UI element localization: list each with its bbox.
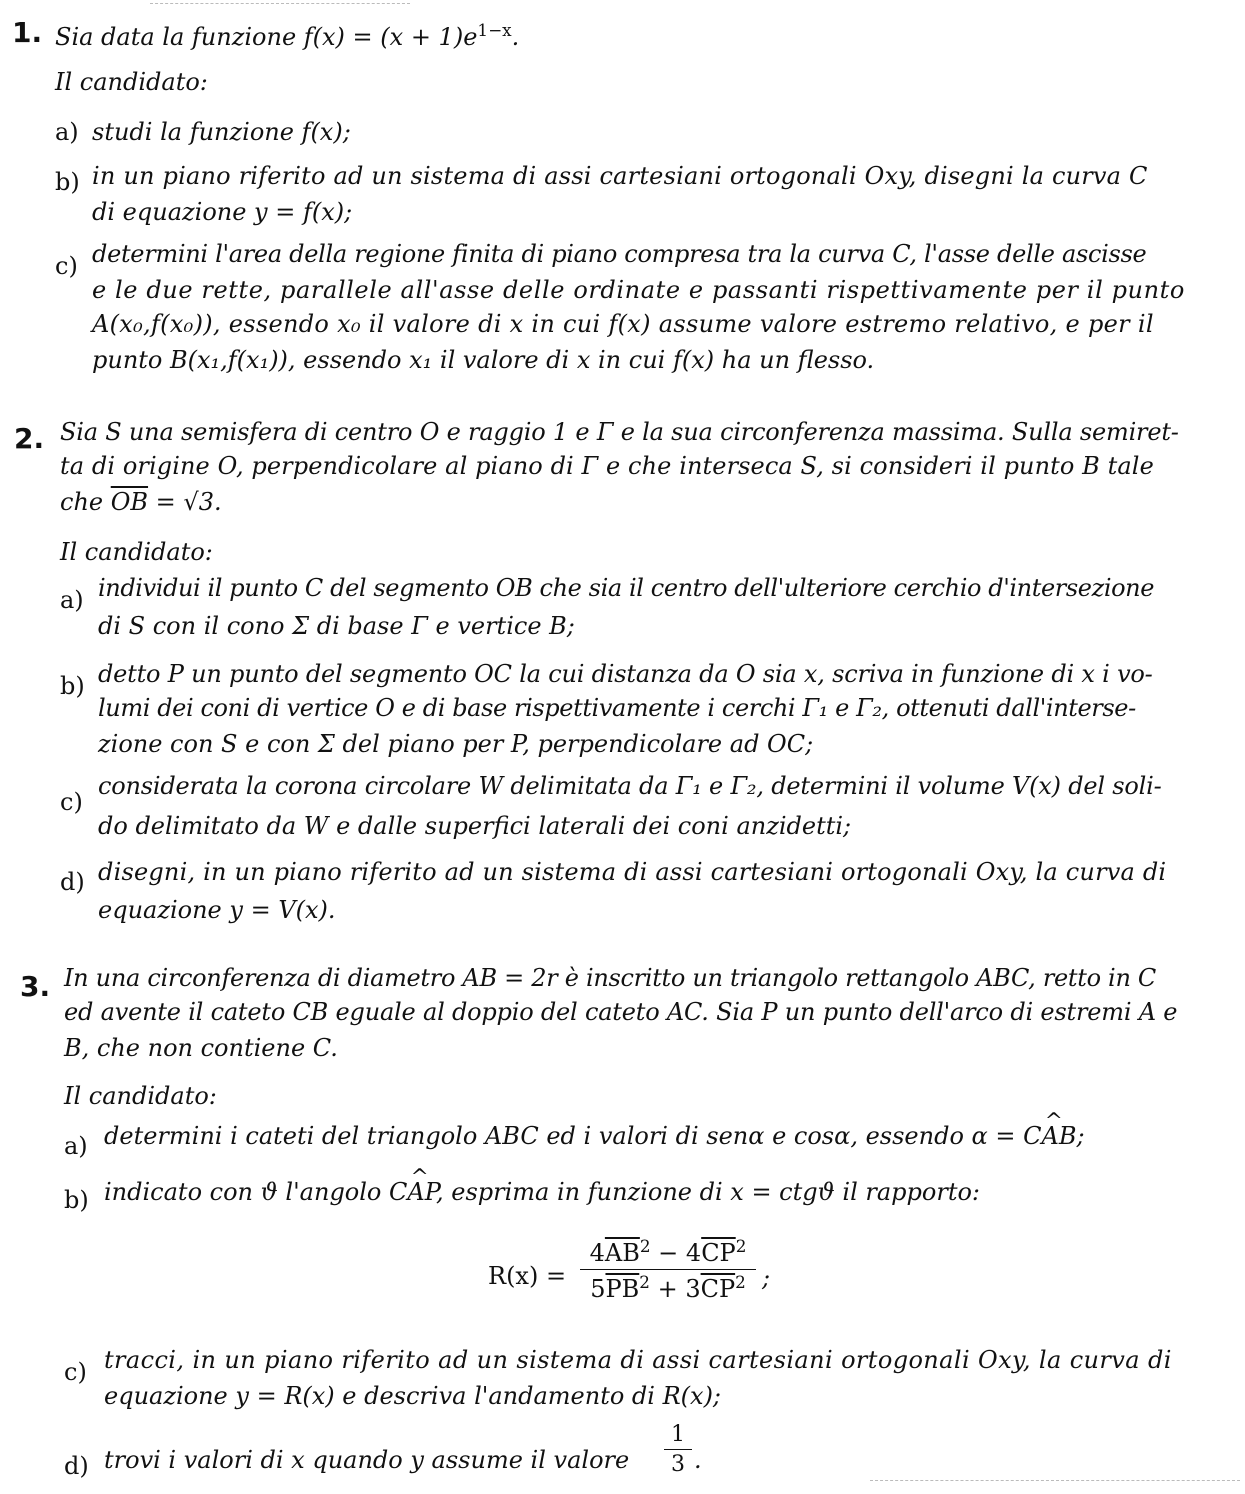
formula-numerator: $4\overline{AB}^2 - 4\overline{CP}^2$ [589, 1236, 747, 1268]
item-label: a) [64, 1132, 88, 1160]
item-c-line: A(x₀,f(x₀)), essendo x₀ il valore di x in cui f(x) assume valore estremo relativo, e per il [92, 310, 1154, 338]
problem-number: 1. [12, 16, 43, 49]
item-label: a) [60, 586, 84, 614]
item-label: c) [64, 1358, 87, 1386]
item-c-line: do delimitato da W e dalle superfici laterali dei coni anzidetti; [98, 812, 852, 840]
item-c-line: considerata la corona circolare W delimitata da Γ₁ e Γ₂, determini il volume V(x) del soli- [98, 772, 1162, 800]
formula-denominator: $5\overline{PB}^2 + 3\overline{CP}^2$ [590, 1272, 746, 1304]
item-label: d) [64, 1452, 89, 1480]
fraction-bar [664, 1449, 692, 1450]
item-a-line: individui il punto C del segmento OB che sia il centro dell'ulteriore cerchio d'intersezione [98, 574, 1155, 602]
fraction-bar [580, 1269, 756, 1270]
item-d-line: equazione y = V(x). [98, 896, 336, 924]
item-label: c) [55, 252, 78, 280]
problem-intro: Sia data la funzione $f(x) = (x + 1)e^{1-x}$. [55, 20, 520, 52]
item-b-line: in un piano riferito ad un sistema di assi cartesiani ortogonali Oxy, disegni la curva C [92, 162, 1148, 190]
item-label: d) [60, 868, 85, 896]
candidate-heading: Il candidato: [60, 538, 213, 566]
problem-intro-line: B, che non contiene C. [64, 1034, 338, 1062]
item-label: b) [55, 168, 80, 196]
problem-intro-line: che $\overline{OB} = √3$. [60, 488, 222, 516]
item-label: a) [55, 118, 79, 146]
item-a-line: di S con il cono Σ di base Γ e vertice B; [98, 612, 575, 640]
scan-dash-top [150, 3, 410, 4]
item-b-line: detto P un punto del segmento OC la cui distanza da O sia x, scriva in funzione di x i vo- [98, 660, 1153, 688]
scan-dash-bottom [870, 1480, 1240, 1481]
value-fraction: 1 3 [664, 1422, 692, 1477]
problem-number: 2. [14, 422, 45, 455]
item-d-end: . [694, 1446, 702, 1474]
item-b-line: lumi dei coni di vertice O e di base rispettivamente i cerchi Γ₁ e Γ₂, ottenuti dall'interse- [98, 694, 1136, 722]
formula-lhs: R(x) = [488, 1262, 567, 1290]
item-c-line: determini l'area della regione finita di piano compresa tra la curva C, l'asse delle ascisse [92, 240, 1147, 268]
item-label: b) [60, 672, 85, 700]
candidate-heading: Il candidato: [64, 1082, 217, 1110]
problem-intro-line: In una circonferenza di diametro AB = 2r è inscritto un triangolo rettangolo ABC, retto in C [64, 964, 1156, 992]
item-d-line: disegni, in un piano riferito ad un sistema di assi cartesiani ortogonali Oxy, la curva di [98, 858, 1167, 886]
item-c-line: tracci, in un piano riferito ad un sistema di assi cartesiani ortogonali Oxy, la curva di [104, 1346, 1172, 1374]
item-a-text: studi la funzione f(x); [92, 118, 351, 146]
item-label: c) [60, 788, 83, 816]
candidate-heading: Il candidato: [55, 68, 208, 96]
problem-number: 3. [20, 970, 51, 1003]
formula-fraction [580, 1236, 756, 1303]
problem-intro-line: ta di origine O, perpendicolare al piano di Γ e che interseca S, si consideri il punto B tale [60, 452, 1154, 480]
formula-end: ; [762, 1264, 771, 1292]
item-b-line: di equazione y = f(x); [92, 198, 353, 226]
item-b-line: zione con S e con Σ del piano per P, perpendicolare ad OC; [98, 730, 814, 758]
item-label: b) [64, 1186, 89, 1214]
item-d-line: trovi i valori di x quando y assume il valore [104, 1446, 630, 1474]
item-c-line: equazione y = R(x) e descriva l'andamento di R(x); [104, 1382, 722, 1410]
item-c-line: punto B(x₁,f(x₁)), essendo x₁ il valore di x in cui f(x) ha un flesso. [92, 346, 875, 374]
item-a-line: determini i cateti del triangolo ABC ed i valori di senα e cosα, essendo α = C^ AB; [104, 1120, 1085, 1152]
item-b-line: indicato con ϑ l'angolo C^ AP, esprima in funzione di x = ctgϑ il rapporto: [104, 1176, 980, 1208]
problem-intro-line: Sia S una semisfera di centro O e raggio 1 e Γ e la sua circonferenza massima. Sulla semiret- [60, 418, 1179, 446]
problem-intro-line: ed avente il cateto CB eguale al doppio del cateto AC. Sia P un punto dell'arco di estremi A e [64, 998, 1178, 1026]
item-c-line: e le due rette, parallele all'asse delle ordinate e passanti rispettivamente per il punto [92, 276, 1185, 304]
